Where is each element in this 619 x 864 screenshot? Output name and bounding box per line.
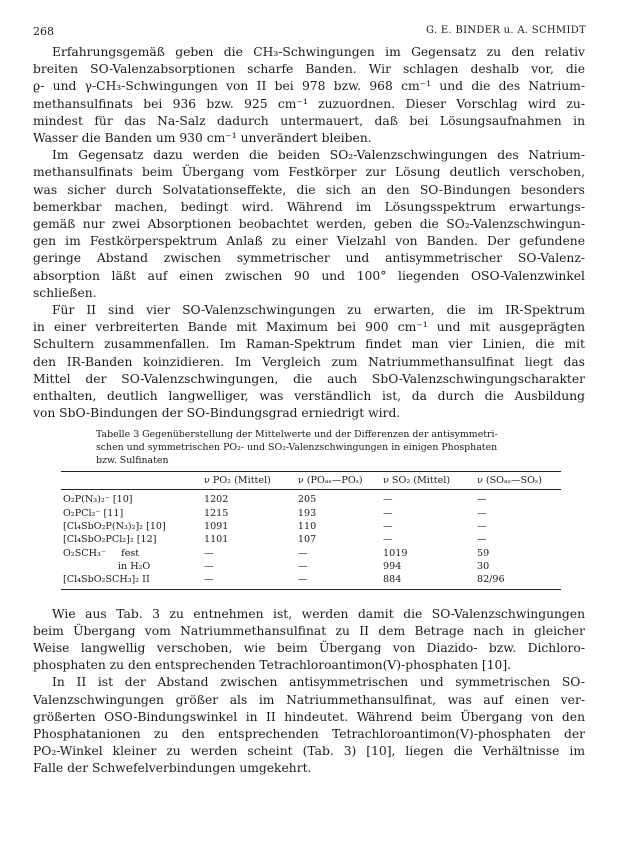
text-line: schließen. xyxy=(33,285,97,300)
table-cell: — xyxy=(203,560,214,572)
text-line: in einer verbreiterten Bande mit Maximum bei 900 cm⁻¹ und mit ausgeprägten xyxy=(33,320,585,335)
table-row xyxy=(61,560,561,573)
comparison-table xyxy=(61,471,561,589)
text-line: methansulfinats bei 936 bzw. 925 cm⁻¹ zuzuordnen. Dieser Vorschlag wird zu- xyxy=(33,96,585,111)
column-header xyxy=(61,472,202,490)
paragraphs-top xyxy=(33,44,585,422)
table-cell: — xyxy=(476,534,487,546)
table-cell: in H₂O xyxy=(63,560,151,572)
text-line: gen im Festkörperspektrum Anlaß zu einer Vielzahl von Banden. Der gefundene xyxy=(33,234,585,249)
text-line: methansulfinats beim Übergang vom Festkörper zur Lösung deutlich verschoben, xyxy=(33,165,585,180)
table-body xyxy=(61,490,561,589)
text-line: absorption läßt auf einen zwischen 90 und 100° liegenden OSO-Valenzwinkel xyxy=(33,268,585,283)
table-row xyxy=(61,573,561,589)
text-line: den IR-Banden koinzidieren. Im Vergleich zum Natriummethansulfinat liegt das xyxy=(33,354,585,369)
table-cell: [Cl₄SbO₂P(N₃)₂]₂ [10] xyxy=(63,521,166,533)
text-line: von SbO-Bindungen der SO-Bindungsgrad erniedrigt wird. xyxy=(33,406,401,421)
table-cell: — xyxy=(383,507,393,519)
table-header-row xyxy=(61,472,561,490)
text-line: Phosphatanionen zu den entsprechenden Tetrachloroantimon(V)-phosphaten der xyxy=(33,726,585,741)
body-paragraph xyxy=(33,147,585,302)
text-line: breiten SO-Valenzabsorptionen scharfe Banden. Wir schlagen deshalb vor, die xyxy=(33,62,585,77)
text-line: In II ist der Abstand zwischen antisymmetrischen und symmetrischen SO- xyxy=(52,675,585,690)
page-header xyxy=(33,25,586,41)
table-cell: 193 xyxy=(297,507,317,519)
text-line: Schultern zusammenfallen. Im Raman-Spektrum findet man vier Linien, die mit xyxy=(33,337,585,352)
caption-line: schen und symmetrischen PO₂- und SO₂-Valenzschwingungen in einigen Phosphaten xyxy=(96,442,498,454)
paragraphs-bottom xyxy=(33,606,585,778)
text-line: Im Gegensatz dazu werden die beiden SO₂-Valenzschwingungen des Natrium- xyxy=(52,148,585,163)
column-header: ν SO₂ (Mittel) xyxy=(381,472,475,490)
body-paragraph xyxy=(33,44,585,147)
table-row xyxy=(61,533,561,546)
table-cell: O₂PCl₂⁻ [11] xyxy=(63,507,124,519)
text-line: Erfahrungsgemäß geben die CH₃-Schwingungen im Gegensatz zu den relativ xyxy=(52,45,585,59)
caption-line: bzw. Sulfinaten xyxy=(96,455,169,467)
table-cell: — xyxy=(296,573,381,589)
text-line: gemäß nur zwei Absorptionen beobachtet werden, geben die SO₂-Valenzschwingun- xyxy=(33,217,585,232)
table-cell: O₂SCH₃⁻ fest xyxy=(63,547,140,559)
table-cell: — xyxy=(203,547,214,559)
table-caption xyxy=(96,428,585,467)
table-cell: [Cl₄SbO₂SCH₃]₂ II xyxy=(61,573,202,589)
table-cell: — xyxy=(476,521,487,533)
table-row xyxy=(61,520,561,533)
body-paragraph xyxy=(33,302,585,422)
text-line: Falle der Schwefelverbindungen umgekehrt. xyxy=(33,761,312,776)
text-line: größerten OSO-Bindungswinkel in II hindeutet. Während beim Übergang von den xyxy=(33,709,585,724)
table-cell: 994 xyxy=(383,560,402,572)
text-line: Mittel der SO-Valenzschwingungen, die auch SbO-Valenzschwingungscharakter xyxy=(33,371,585,386)
table-cell: — xyxy=(383,521,393,533)
text-line: mindest für das Na-Salz dadurch untermauert, daß bei Lösungsaufnahmen in xyxy=(33,113,585,128)
table-cell: — xyxy=(476,507,487,519)
column-header: ν (POₐₛ—POₛ) xyxy=(296,472,381,490)
text-line: Wie aus Tab. 3 zu entnehmen ist, werden damit die SO-Valenzschwingungen xyxy=(52,606,585,621)
text-line: ϱ- und γ-CH₃-Schwingungen von II bei 978 bzw. 968 cm⁻¹ und die des Natrium- xyxy=(33,79,585,94)
table-row xyxy=(61,507,561,520)
table-cell: 1202 xyxy=(203,494,229,506)
column-header: ν PO₂ (Mittel) xyxy=(202,472,296,490)
text-line: PO₂-Winkel kleiner zu werden scheint (Tab. 3) [10], liegen die Verhältnisse im xyxy=(33,744,585,759)
table-cell: 82/96 xyxy=(475,573,561,589)
table-cell: 1091 xyxy=(203,521,229,533)
column-header: ν (SOₐₛ—SOₛ) xyxy=(475,472,561,490)
table-cell: [Cl₄SbO₂PCl₂]₂ [12] xyxy=(63,534,157,546)
table-cell: 1215 xyxy=(203,507,229,519)
text-line: phosphaten zu den entsprechenden Tetrachloroantimon(V)-phosphaten [10]. xyxy=(33,658,512,673)
table-cell: 110 xyxy=(297,521,317,533)
table-cell: 107 xyxy=(297,534,317,546)
table-row xyxy=(61,547,561,560)
text-line: was sicher durch Solvatationseffekte, die sich an den SO-Bindungen besonders xyxy=(33,182,585,197)
text-line: Für II sind vier SO-Valenzschwingungen zu erwarten, die im IR-Spektrum xyxy=(52,303,585,318)
text-line: bemerkbar machen, bedingt wird. Während im Lösungsspektrum erwartungs- xyxy=(33,199,585,214)
table-cell: 1101 xyxy=(203,534,229,546)
table-cell: 1019 xyxy=(383,547,408,559)
text-line: Wasser die Banden um 930 cm⁻¹ unverändert bleiben. xyxy=(33,131,372,146)
table-cell: — xyxy=(383,534,393,546)
caption-line: Tabelle 3 Gegenüberstellung der Mittelwerte und der Differenzen der antisymmetri- xyxy=(96,429,498,441)
table-cell: — xyxy=(202,573,296,589)
text-line: geringe Abstand zwischen symmetrischer und antisymmetrischer SO-Valenz- xyxy=(33,251,585,266)
table-cell: O₂P(N₃)₂⁻ [10] xyxy=(63,494,133,506)
text-line: Valenzschwingungen größer als im Natriummethansulfinat, was auf einen ver- xyxy=(33,692,585,707)
body-paragraph xyxy=(33,606,585,675)
table-cell: — xyxy=(476,494,487,506)
table-cell: — xyxy=(383,494,393,506)
table-cell: — xyxy=(297,560,308,572)
article-body xyxy=(33,44,585,778)
running-title: G. E. BINDER u. A. SCHMIDT xyxy=(426,25,586,36)
text-line: enthalten, deutlich langwelliger, was verständlich ist, da durch die Ausbildung xyxy=(33,389,585,404)
table-cell: 30 xyxy=(476,560,490,572)
table-cell: 59 xyxy=(476,547,490,559)
text-line: Weise langwellig verschoben, wie beim Übergang von Diazido- bzw. Dichloro- xyxy=(33,640,585,655)
body-paragraph xyxy=(33,674,585,777)
text-line: beim Übergang vom Natriummethansulfinat zu II dem Betrage nach in gleicher xyxy=(33,623,585,638)
table-row xyxy=(61,490,561,507)
table-cell: 205 xyxy=(297,494,317,506)
page-number: 268 xyxy=(33,25,54,38)
table-cell: 884 xyxy=(381,573,475,589)
table-cell: — xyxy=(297,547,308,559)
